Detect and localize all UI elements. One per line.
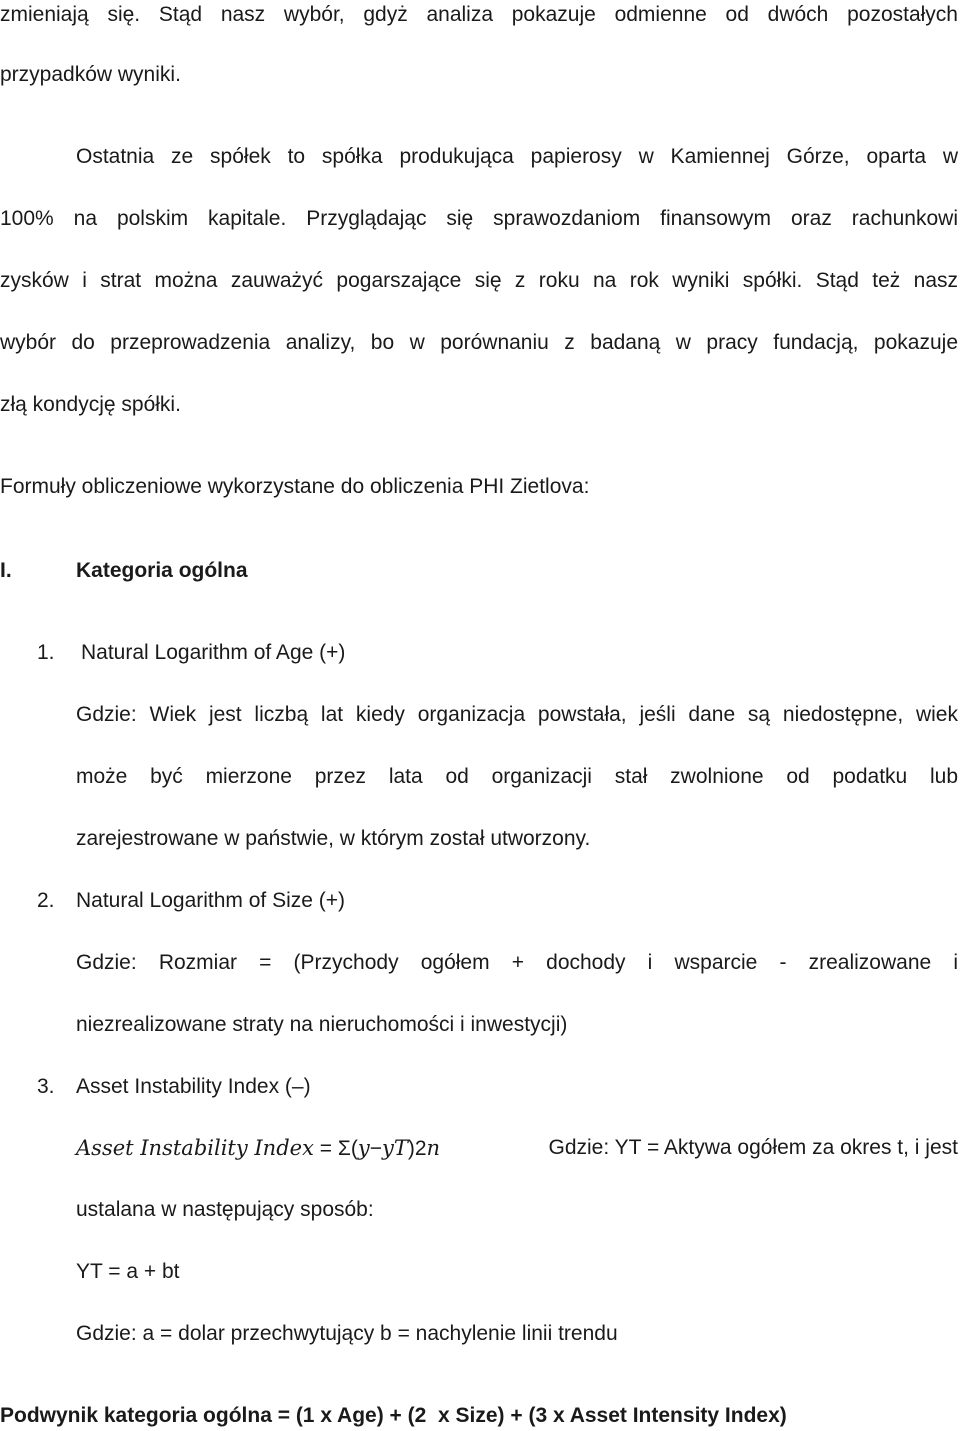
item-description-line: niezrealizowane straty na nieruchomości i inwestycji) [76,1013,568,1036]
item-title: Natural Logarithm of Size (+) [76,889,346,912]
formula-equals: = Σ( [313,1137,358,1160]
paragraph-line: Ostatnia ze spółek to spółka produkująca papierosy w Kamiennej Górze, oparta w [76,145,958,168]
item-number: 2. [37,889,55,912]
formula-yt: yT [381,1136,408,1160]
trend-formula: YT = a + bt [76,1260,180,1283]
item-title: Asset Instability Index (–) [76,1075,311,1098]
item-description-line: zarejestrowane w państwie, w którym został utworzony. [76,827,591,850]
summary-formula: Podwynik kategoria ogólna = (1 x Age) + (2 x Size) + (3 x Asset Intensity Index) [0,1404,787,1427]
item-description-line: Gdzie: Rozmiar = (Przychody ogółem + dochody i wsparcie - zrealizowane i [76,951,958,974]
item-title: Natural Logarithm of Age (+) [81,641,346,664]
paragraph-line: przypadków wyniki. [0,63,181,86]
item-description-line: ustalana w następujący sposób: [76,1198,374,1221]
formula-close: )2 [407,1137,427,1160]
item-number: 1. [37,641,55,664]
paragraph-line: złą kondycję spółki. [0,393,181,416]
formula-minus: − [369,1137,382,1160]
section-numeral: I. [0,559,12,582]
trend-description: Gdzie: a = dolar przechwytujący b = nachylenie linii trendu [76,1322,618,1345]
formulas-intro: Formuły obliczeniowe wykorzystane do obliczenia PHI Zietlova: [0,475,590,498]
item-description-line: może być mierzone przez lata od organizacji stał zwolnione od podatku lub [76,765,958,788]
item-description-line: Gdzie: Wiek jest liczbą lat kiedy organizacja powstała, jeśli dane są niedostępne, wiek [76,703,958,726]
formula-math: Asset Instability Index [76,1136,314,1160]
paragraph-line: wybór do przeprowadzenia analizy, bo w porównaniu z badaną w pracy fundacją, pokazuje [0,331,958,354]
formula-n: n [426,1136,441,1160]
paragraph-line: 100% na polskim kapitale. Przyglądając się sprawozdaniom finansowym oraz rachunkowi [0,207,958,230]
formula-description: Gdzie: YT = Aktywa ogółem za okres t, i jest [548,1136,958,1159]
section-title: Kategoria ogólna [76,559,248,582]
formula-expression [76,1133,440,1163]
paragraph-line: zmieniają się. Stąd nasz wybór, gdyż analiza pokazuje odmienne od dwóch pozostałych [0,3,958,26]
paragraph-line: zysków i strat można zauważyć pogarszające się z roku na rok wyniki spółki. Stąd też nasz [0,269,958,292]
formula-line [76,1133,958,1163]
item-number: 3. [37,1075,55,1098]
formula-y: y [357,1136,370,1160]
